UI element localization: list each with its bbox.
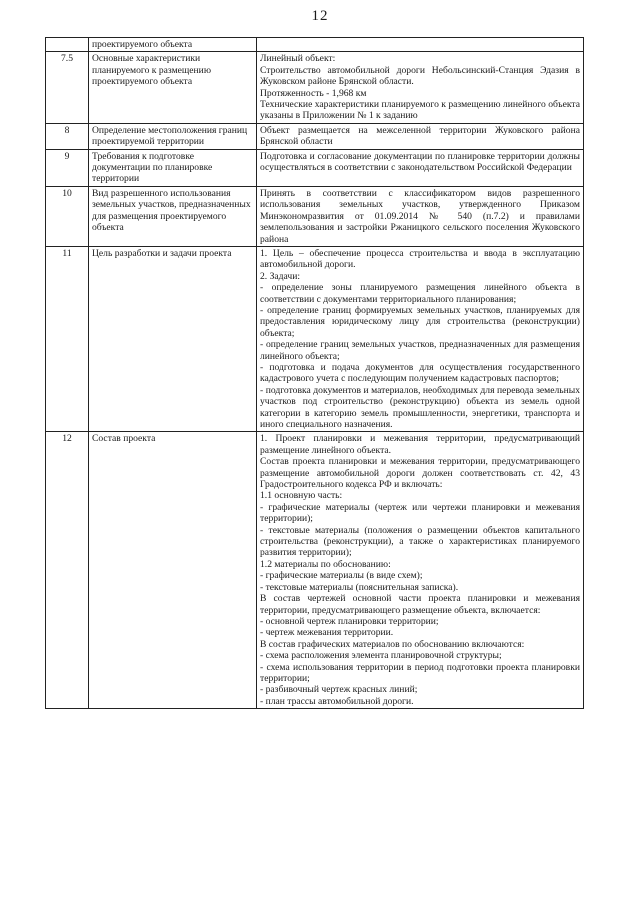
content-paragraph: 1.1 основную часть: [260, 490, 343, 502]
content-paragraph: - определение границ формируемых земельных участков, планируемых для предоставления юридическому лицу для строительства (реконструкции) объекта; [260, 304, 580, 339]
content-paragraph: - определение границ земельных участков, предназначенных для размещения линейного объекта; [260, 339, 580, 362]
content-paragraph: - графические материалы (чертеж или чертежи планировки и межевания территории); [260, 501, 580, 525]
row-title: Требования к подготовке документации по планировке территории [89, 149, 257, 186]
content-paragraph: В состав графических материалов по обоснованию включаются: [260, 638, 525, 650]
row-number [46, 38, 89, 52]
content-paragraph: - подготовка и подача документов для осуществления государственного кадастрового учета с последующим получением кадастровых паспортов; [260, 361, 580, 385]
content-paragraph: - подготовка документов и материалов, необходимых для перевода земельных участков под строительство (реконструкцию) объекта из земель одной категории в категорию земель промышленности, энергетики, транспорта и иного специального назначения. [260, 384, 580, 430]
row-content [257, 52, 584, 123]
table-row [46, 52, 584, 123]
content-paragraph: 1. Проект планировки и межевания территории, предусматривающий размещение линейного объекта. [260, 433, 580, 456]
content-paragraph: - текстовые материалы (положения о размещении объектов капитального строительства (реконструкции), а также о характеристиках планируемого развития территории); [260, 524, 580, 559]
content-paragraph: - чертеж межевания территории. [260, 627, 394, 639]
row-number: 8 [46, 123, 89, 149]
content-paragraph: - определение зоны планируемого размещения линейного объекта в соответствии с документами территориального планирования; [260, 282, 580, 305]
row-number: 9 [46, 149, 89, 186]
table-row [46, 149, 584, 186]
row-content [257, 123, 584, 149]
content-paragraph: - разбивочный чертеж красных линий; [260, 684, 418, 696]
row-content [257, 186, 584, 246]
table-row [46, 246, 584, 432]
row-number: 7.5 [46, 52, 89, 123]
table-row [46, 432, 584, 709]
specification-table [45, 37, 584, 709]
row-number: 11 [46, 246, 89, 432]
content-paragraph: 1. Цель – обеспечение процесса строительства и ввода в эксплуатацию автомобильной дороги. [260, 247, 580, 271]
row-content [257, 246, 584, 432]
row-content [257, 38, 584, 52]
content-paragraph: 1.2 материалы по обоснованию: [260, 558, 391, 570]
content-paragraph: - основной чертеж планировки территории; [260, 615, 439, 627]
row-title: проектируемого объекта [89, 38, 257, 52]
table-row [46, 38, 584, 52]
page-number: 12 [311, 8, 329, 24]
content-paragraph: - текстовые материалы (пояснительная записка). [260, 581, 459, 593]
content-paragraph: Строительство автомобильной дороги Небольсинский-Станция Эдазия в Жуковском районе Брянской области. [260, 64, 580, 88]
content-paragraph: Линейный объект: [260, 53, 336, 65]
row-title: Состав проекта [89, 432, 257, 709]
row-title: Цель разработки и задачи проекта [89, 246, 257, 432]
row-title: Определение местоположения границ проектируемой территории [89, 123, 257, 149]
content-paragraph: - план трассы автомобильной дороги. [260, 695, 414, 707]
content-paragraph: Объект размещается на межселенной территории Жуковского района Брянской области [260, 124, 580, 148]
row-content [257, 432, 584, 709]
row-number: 12 [46, 432, 89, 709]
content-paragraph: Состав проекта планировки и межевания территории, предусматривающего размещение автомобильной дороги должен соответствовать ст. 42, 43 Градостроительного кодекса РФ и включать: [260, 456, 580, 491]
content-paragraph: В состав чертежей основной части проекта планировки и межевания территории, предусматривающего размещение объекта, включается: [260, 593, 580, 616]
row-title: Основные характеристики планируемого к размещению проектируемого объекта [89, 52, 257, 123]
content-paragraph: 2. Задачи: [260, 270, 301, 282]
table-row [46, 186, 584, 246]
content-paragraph: Технические характеристики планируемого к размещению линейного объекта указаны в Приложении № 1 к заданию [260, 99, 580, 122]
content-paragraph: Подготовка и согласование документации по планировке территории должны осуществляться в соответствии с законодательством Российской Федерации [260, 150, 580, 174]
content-paragraph: Принять в соответствии с классификатором видов разрешенного использования земельных участков, утвержденного Приказом Минэкономразвития от 01.09.2014 № 540 (п.7.2) и правилами землепользования и застройки Ржаницкого сельского поселения Жуковского района [260, 187, 580, 245]
row-number: 10 [46, 186, 89, 246]
content-paragraph: - схема расположения элемента планировочной структуры; [260, 650, 502, 662]
content-paragraph: Протяженность - 1,968 км [260, 87, 367, 99]
content-paragraph: - графические материалы (в виде схем); [260, 570, 423, 582]
content-paragraph: - схема использования территории в период подготовки проекта планировки территории; [260, 661, 580, 684]
table-row [46, 123, 584, 149]
row-content [257, 149, 584, 186]
row-title: Вид разрешенного использования земельных участков, предназначенных для размещения проектируемого объекта [89, 186, 257, 246]
